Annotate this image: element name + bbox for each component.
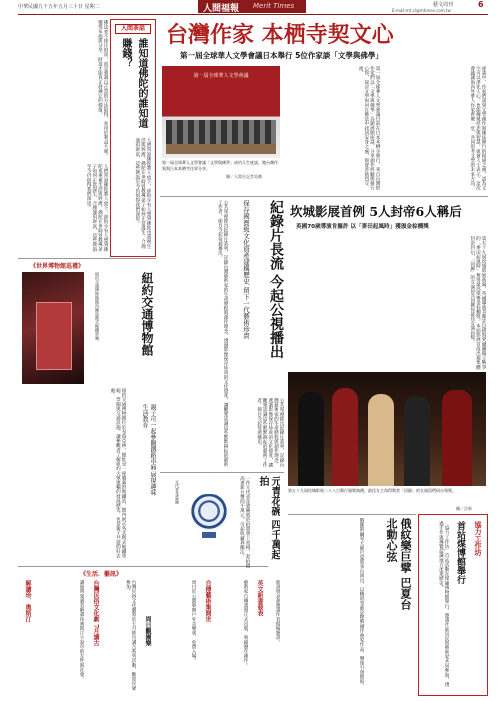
museum-body: 紐約交通博物館位於布魯克林，館址是一座廢棄的地鐵站，館內展示各式舊式地鐵車廂、票閘與交通設施，讓參觀者了解紐約大眾運輸的發展歷史，也是親子共遊的好去處。 [109, 388, 126, 559]
bowl-foot [202, 532, 216, 538]
subway-car-shape [36, 302, 72, 370]
stage-table [166, 144, 276, 154]
cannes-photo [288, 372, 486, 486]
lead-headline: 台灣作家 本栖寺契文心 [166, 22, 394, 48]
left-body-text: 佛法並不排斥財富，而是強調以正當的方法取得，並用於利益大眾。懂得布施與分享，財富才能真正發揮它的價值。 [97, 20, 108, 158]
museum-photo-caption: 紐約交通博物館館內陳設舊式地鐵車廂。 [95, 272, 100, 344]
life-item5-title: 解讀珍．奧斯汀 [24, 580, 31, 622]
lead-rule [160, 196, 488, 197]
coal-title: 首站煤博館舉行 [455, 521, 465, 584]
documentary-body-2: 公共電視推出紀錄片系列，記錄台灣藝術家的生命歷程與創作理念，透過影像保存珍貴的文化資產，讓觀眾認識這些默默耕耘的藝術工作者。節目今起每週播出。 [256, 398, 284, 467]
section-name: 藝文周刊 [433, 2, 454, 8]
actress-figure-4 [404, 396, 430, 486]
cannes-title: 坎城影展首例 5人封帝6人稱后 [290, 204, 462, 219]
bowl-title: 元青花碗 四千萬起拍 [257, 476, 280, 560]
museum-title: 紐約交通博物館 [140, 272, 154, 356]
actress-figure-2 [332, 388, 358, 486]
masthead [0, 0, 500, 14]
lead-body-2: 座談中，作家們談到文學創作與佛法修行的相通之處，認為文字可以淨化人心，也能傳遞慈悲與智慧。與會人士表示，這次會議讓海內外華人作家齊聚一堂，共同思考文學的未來方向。 [469, 66, 486, 191]
documentary-body: 公共電視推出紀錄片系列，記錄台灣藝術家的生命歷程與創作理念，透過影像保存珍貴的文化資產，讓觀眾認識這些默默耕耘的藝術工作者。節目今起每週播出。 [217, 200, 228, 467]
bowl-rule [160, 472, 284, 473]
life-section-label: 《生活．藝訊》 [80, 571, 123, 578]
column-title: 誰知道佛陀的誰知道賺錢？ [120, 38, 147, 128]
russian-body: 俄羅斯鋼琴大師巴夏將來台演出，以精湛琴藝詮釋俄國作曲家作品，樂迷引頸期盼。 [359, 518, 364, 689]
actress-figure-3 [368, 394, 394, 486]
museum-subtitle: 親子可一起參觀鐵路車廂 展現趣味生活教育 [141, 404, 156, 496]
russian-title: 俄紋樂巨擘 巴夏台北動心弦 [385, 518, 412, 610]
life-item5-body: 講座帶領讀者解讀珍奧斯汀小說中的女性與社會。 [79, 580, 84, 682]
lead-photo-caption: 第一屆全球華人文學會議「文學與佛學」成約人生座談，邀台灣作家與日本本栖寺住眾分享。 [162, 160, 278, 171]
documentary-title: 紀錄片長流 今起公視播出 [268, 200, 284, 359]
brand-cn: 人間福報 [203, 4, 240, 14]
coal-body: 「協力工作坊」首站活動在煤礦博物館舉行，邀請社區居民與藝術家共同參與，透過手作與導覽認識地方產業歷史。 [438, 521, 449, 687]
life-item3-title: 自傳藝術集開世 [204, 580, 211, 622]
audience-row [166, 120, 276, 144]
russian-rule [288, 514, 416, 515]
date-line: 中華民國九十五年五月三十日 星期二 [18, 4, 100, 10]
museum-section-label: 《世界博物館巡禮》 [30, 263, 85, 270]
column-tag: 人間茶話 [115, 24, 151, 34]
email-line: E-mail:mt.cl@mtimes.com.tw [392, 8, 451, 13]
bowl-body: 一件元代青花瓷碗將於拍賣會上亮相，起拍價高達新台幣四千萬元，引起收藏界關注。 [239, 476, 250, 568]
left-body-text-2: 人們常說佛陀教人放下，卻很少有人想到佛陀也重視生活與經濟。佛陀在世時曾教導弟子如何正當謀生、合理運用財富，這些教誨至今仍值得我們深思。 [86, 164, 108, 252]
life-item2-title: 周日觀園樂 [144, 616, 151, 646]
brand-en: Merit Times [253, 2, 295, 10]
documentary-subtitle: 保存國寶級文化資產建構歷史 留下一代藝術珍貴 [242, 200, 250, 339]
lead-photo-credit: 攝／人間社記者吳徹 [226, 174, 262, 179]
actress-figure-1 [298, 392, 324, 486]
cannes-photo-credit: 攝／法新 [456, 506, 472, 511]
bowl-photo [186, 480, 232, 552]
actress-figure-5 [442, 390, 472, 486]
lead-body-1: 第一屆全球華人文學會議日前在日本本栖寺舉行，來自台灣的作家們以「文學與佛學」為題展開座談，分享創作經驗與修行心得，探討文學如何在佛法中找到安身之處，與會者熱烈交流。 [358, 66, 380, 191]
lead-subhead: 第一屆全球華人文學會議日本舉行 5位作家談「文學與佛學」 [180, 51, 383, 60]
coal-tag: 協力工作坊 [474, 521, 483, 556]
museum-rule [18, 258, 156, 259]
museum-photo [22, 272, 84, 384]
lead-photo [162, 66, 280, 158]
brand-box [198, 0, 306, 13]
masthead-rule [18, 14, 488, 15]
life-item1-title: 台灣民俗文化劇 7月講古 [92, 580, 99, 647]
page-number: 6 [478, 0, 484, 9]
bowl-body-shape [190, 494, 228, 532]
life-rule [18, 566, 268, 567]
life-item1-body: 台灣民俗文化劇將於七月推出講古系列活動，歡迎民眾參加。 [125, 580, 136, 691]
cannes-body: 第五十九屆坎城影展落幕，英國導演肯羅許以描寫愛爾蘭獨立戰爭的「麥田起風時」奪得最高榮譽金棕櫚獎。本屆影展首度出現集體封帝封后，「回歸」的女演員共同獲得最佳女演員獎。 [469, 236, 486, 370]
column-box [110, 19, 156, 257]
column-body: 人們常說佛陀教人放下，卻很少有人想到佛陀也重視生活與經濟。佛陀在世時曾教導弟子如何正當謀生、合理運用財富，這些教誨至今仍值得我們深思。 [134, 138, 151, 249]
bowl-caption: 元代青花瓷碗 [175, 480, 180, 504]
life-item4-title: 英文新書發表 [256, 580, 263, 616]
life-item3-body: 藝術家自傳畫冊正式出版，收錄歷年創作。 [243, 580, 248, 668]
cannes-photo-caption: 第五十九屆坎城影展二十八日舉行頒獎典禮，最佳女主角得獎者「回歸」的女演員們同台領獎。 [288, 488, 456, 493]
life-item2-body: 周日於公園舉辦戶外音樂會，免費入場。 [191, 580, 196, 663]
coal-box [418, 514, 488, 696]
life-item4-body: 新書發表會邀請作者現場簽書。 [275, 580, 280, 645]
lead-banner: 第一屆全球華人文學會議 [193, 73, 249, 79]
cannes-subtitle: 英國70歲導演肯羅許 以「麥田起風時」獲頒金棕櫚獎 [296, 224, 429, 230]
